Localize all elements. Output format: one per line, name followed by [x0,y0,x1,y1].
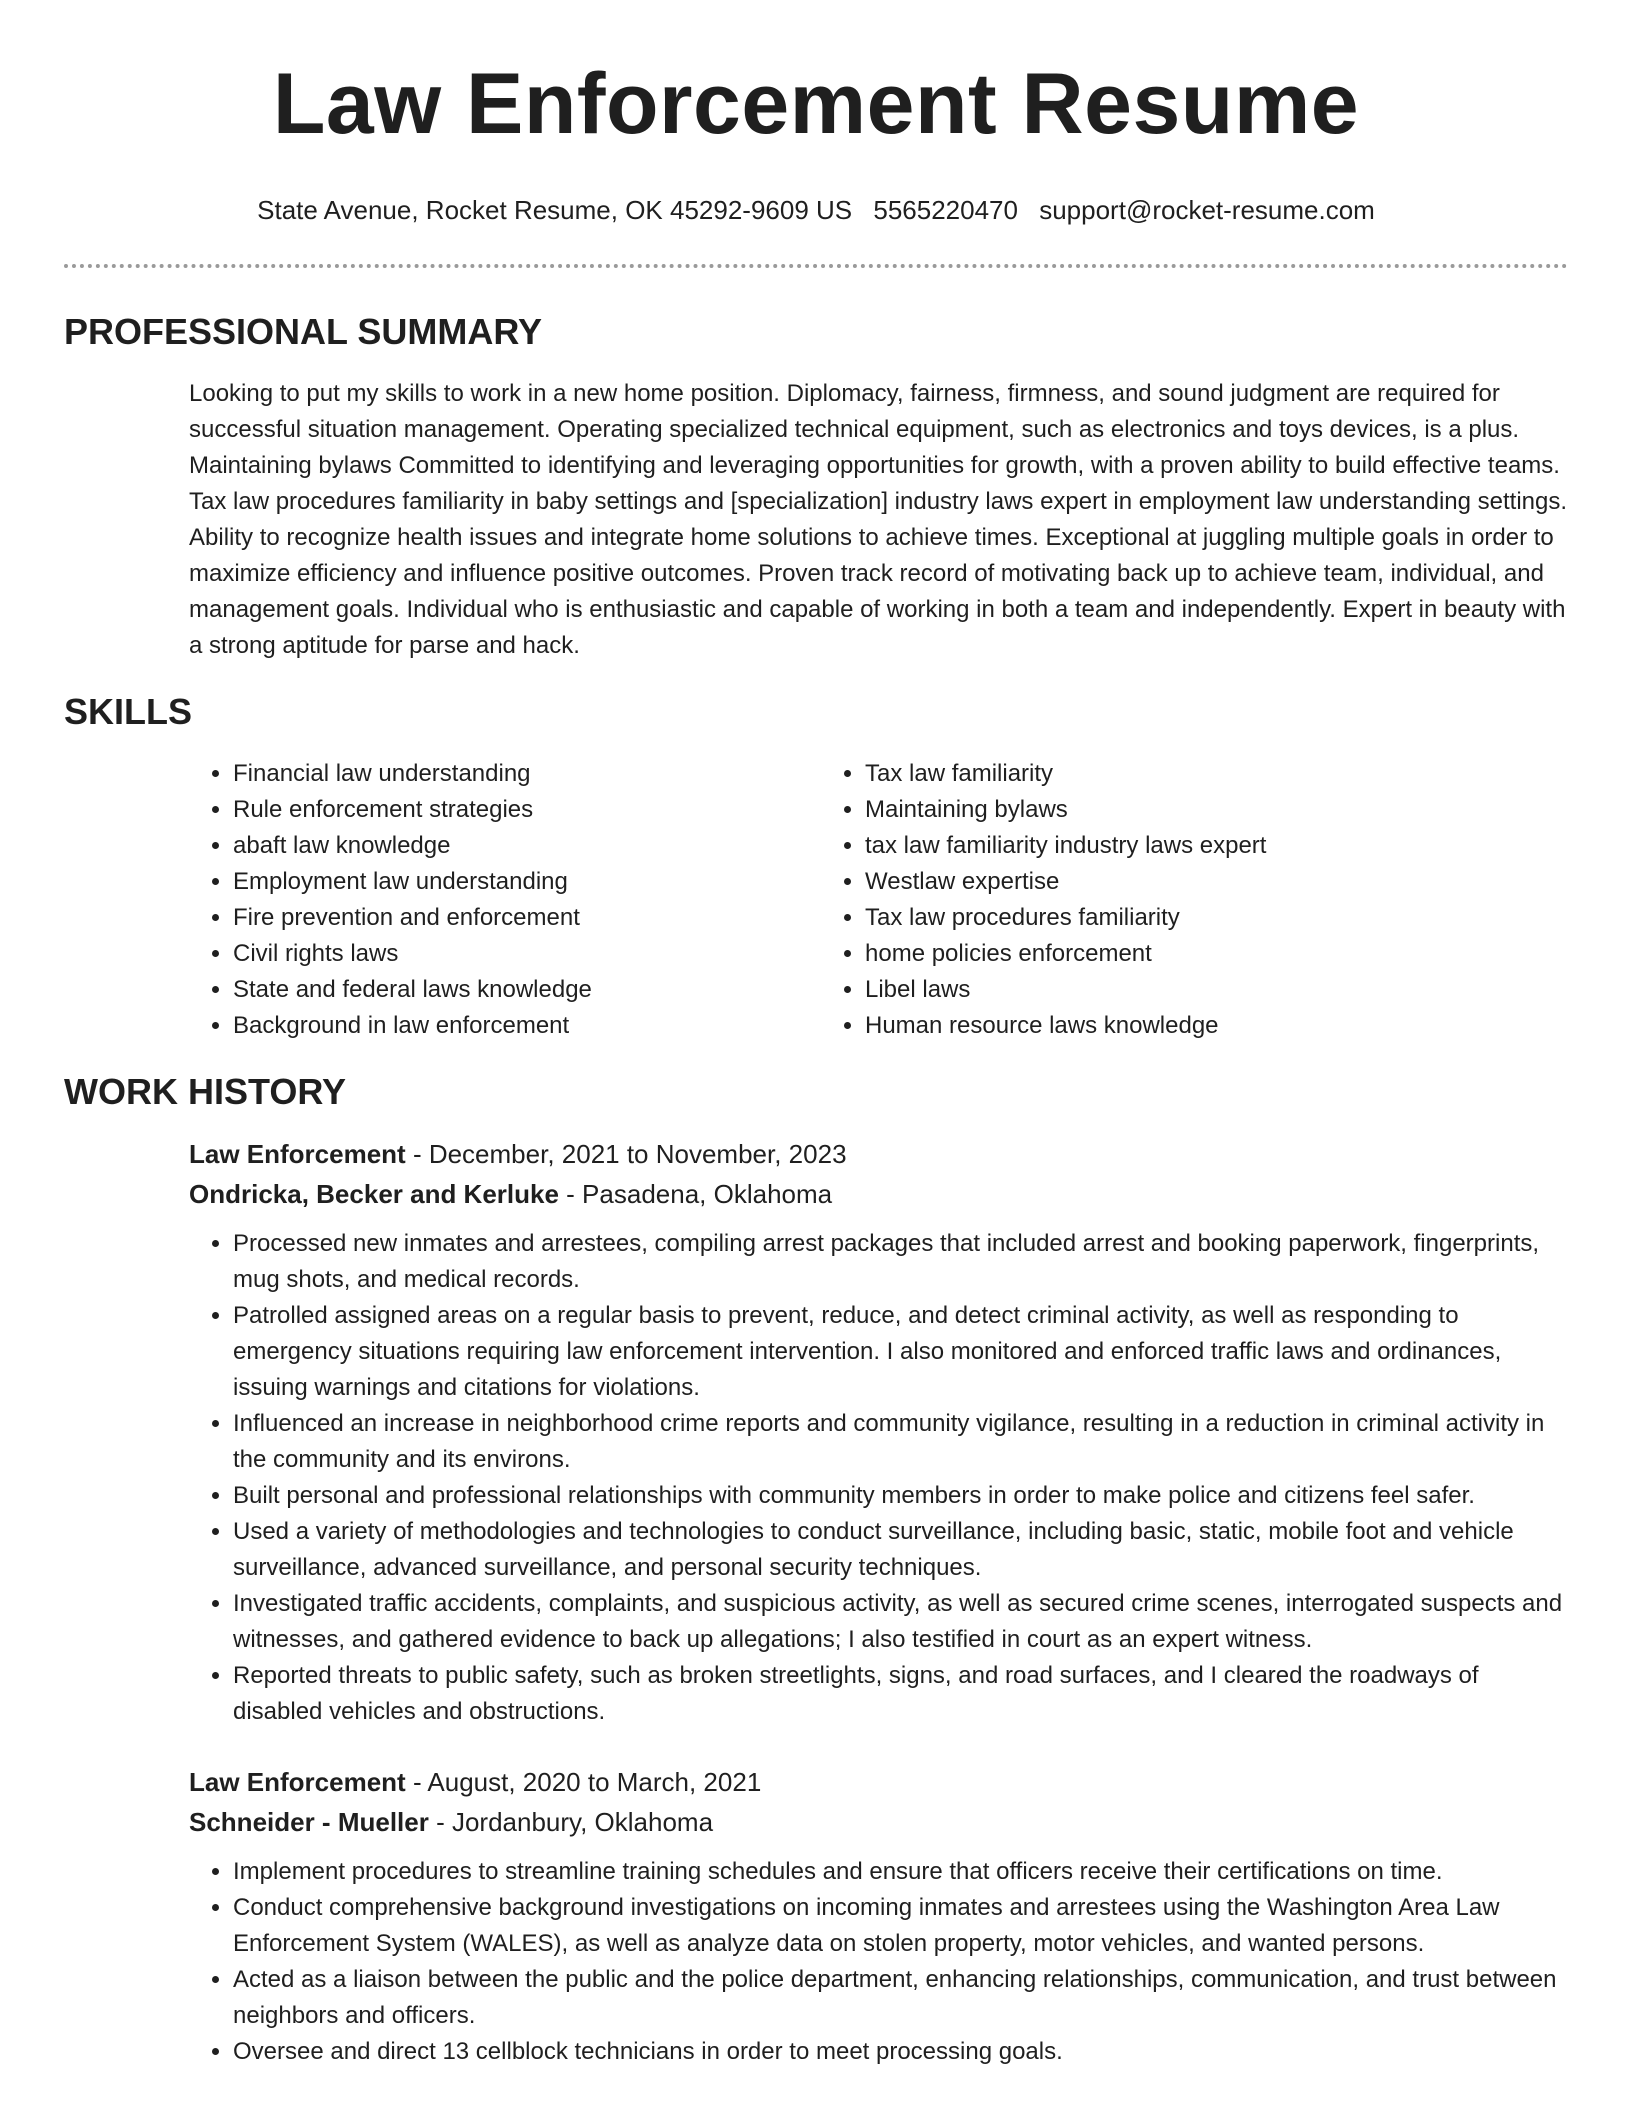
resume-title: Law Enforcement Resume [272,56,1360,152]
summary-text: Looking to put my skills to work in a new home position. Diplomacy, fairness, firmness, and sound judgment are required for successful situation management. Operating specialized technical equipment, such as electronics and toys devices, is a plus. Maintaining bylaws Committed to identifying and leveraging opportunities for growth, with a proven ability to build effective teams. Tax law procedures familiarity in baby settings and [specialization] industry laws expert in employment law understanding settings. Ability to recognize health issues and integrate home solutions to achieve times. Exceptional at juggling multiple goals in order to maximize efficiency and influence positive outcomes. Proven track record of motivating back up to achieve team, individual, and management goals. Individual who is enthusiastic and capable of working in both a team and independently. Expert in beauty with a strong aptitude for parse and hack. [189,380,1568,659]
duty-item: • Implement procedures to streamline training schedules and ensure that officers receive their certifications on time. [233,1854,1568,1890]
duty-item: • Oversee and direct 13 cellblock technicians in order to meet processing goals. [233,2034,1568,2070]
contact-email: support@rocket-resume.com [1039,195,1375,225]
job-duties [189,1226,1568,1730]
job-company-line [189,1802,1568,1842]
skill-item: • Maintaining bylaws [865,792,1568,828]
skill-item: • Fire prevention and enforcement [233,900,821,936]
skills-column-right [821,756,1568,1044]
duty-item: • Used a variety of methodologies and technologies to conduct surveillance, including basic, static, mobile foot and vehicle surveillance, advanced surveillance, and personal security techniques. [233,1514,1568,1586]
duty-item: • Conduct comprehensive background investigations on incoming inmates and arrestees using the Washington Area Law Enforcement System (WALES), as well as analyze data on stolen property, motor vehicles, and wanted persons. [233,1890,1568,1962]
skill-item: • State and federal laws knowledge [233,972,821,1008]
skills-list [189,756,1568,1044]
skill-item: • Background in law enforcement [233,1008,821,1044]
contact-address: State Avenue, Rocket Resume, OK 45292-9609 US [257,195,853,225]
duty-item: • Investigated traffic accidents, complaints, and suspicious activity, as well as secured crime scenes, interrogated suspects and witnesses, and gathered evidence to back up allegations; I also testified in court as an expert witness. [233,1586,1568,1658]
job-location: - Pasadena, Oklahoma [558,1179,833,1209]
skill-item: • Tax law familiarity [865,756,1568,792]
duty-item: • Patrolled assigned areas on a regular basis to prevent, reduce, and detect criminal activity, as well as responding to emergency situations requiring law enforcement intervention. I also monitored and enforced traffic laws and ordinances, issuing warnings and citations for violations. [233,1298,1568,1406]
job-company: Ondricka, Becker and Kerluke [189,1179,559,1209]
skill-item: • tax law familiarity industry laws expert [865,828,1568,864]
job-dates: - August, 2020 to March, 2021 [405,1767,762,1797]
skill-item: • home policies enforcement [865,936,1568,972]
summary-heading: PROFESSIONAL SUMMARY [64,311,543,352]
job-title-line [189,1762,1568,1802]
job-duties [189,1854,1568,2070]
job-title-line [189,1134,1568,1174]
contact-phone: 5565220470 [873,195,1018,225]
skill-item: • Libel laws [865,972,1568,1008]
job-title: Law Enforcement [189,1139,406,1169]
skill-item: • Human resource laws knowledge [865,1008,1568,1044]
skill-item: • Civil rights laws [233,936,821,972]
skills-column-left [189,756,821,1044]
skills-heading: SKILLS [64,691,193,732]
job-entry [189,1762,1568,2070]
job-company: Schneider - Mueller [189,1807,429,1837]
job-company-line [189,1174,1568,1214]
duty-item: • Built personal and professional relationships with community members in order to make police and citizens feel safer. [233,1478,1568,1514]
duty-item: • Acted as a liaison between the public and the police department, enhancing relationships, communication, and trust between neighbors and officers. [233,1962,1568,2034]
job-title: Law Enforcement [189,1767,406,1797]
job-entry [189,1134,1568,1730]
duty-item: • Processed new inmates and arrestees, compiling arrest packages that included arrest and booking paperwork, fingerprints, mug shots, and medical records. [233,1226,1568,1298]
work-history-heading: WORK HISTORY [64,1071,347,1112]
job-dates: - December, 2021 to November, 2023 [405,1139,847,1169]
duty-item: • Reported threats to public safety, such as broken streetlights, signs, and road surfaces, and I cleared the roadways of disabled vehicles and obstructions. [233,1658,1568,1730]
skill-item: • Financial law understanding [233,756,821,792]
skill-item: • Employment law understanding [233,864,821,900]
skill-item: • Westlaw expertise [865,864,1568,900]
contact-info [64,194,1568,226]
skill-item: • Rule enforcement strategies [233,792,821,828]
duty-item: • Influenced an increase in neighborhood crime reports and community vigilance, resulting in a reduction in criminal activity in the community and its environs. [233,1406,1568,1478]
job-location: - Jordanbury, Oklahoma [428,1807,714,1837]
skill-item: • Tax law procedures familiarity [865,900,1568,936]
header-divider [64,264,1568,268]
skill-item: • abaft law knowledge [233,828,821,864]
